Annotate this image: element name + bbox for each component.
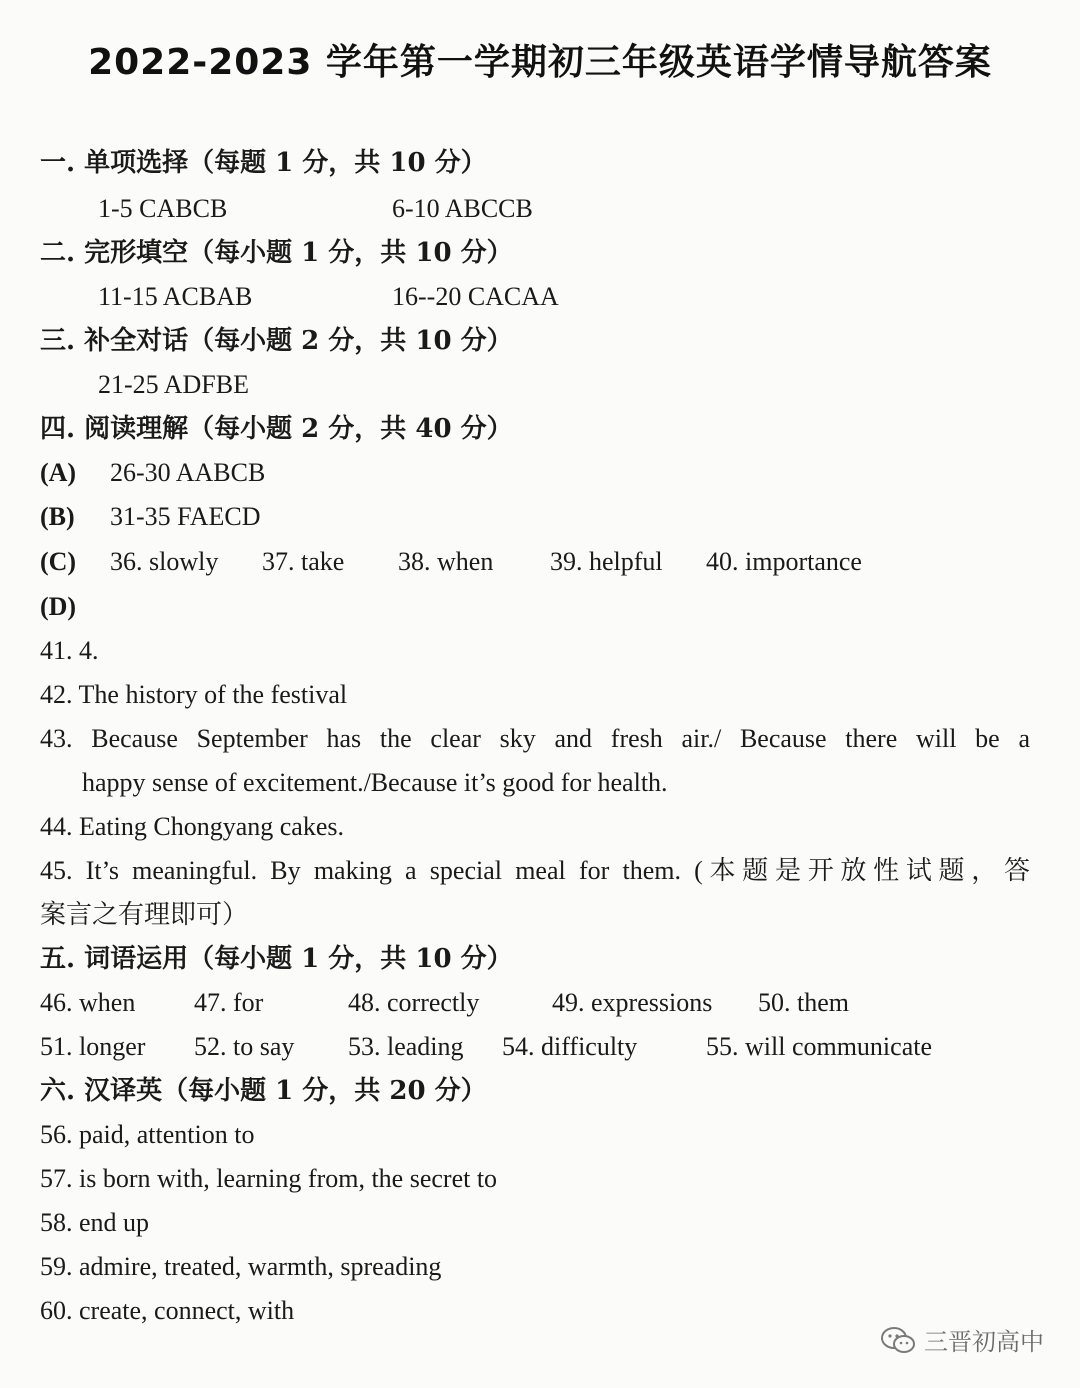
answer-45-line1: 45. It’s meaningful. By making a special meal for them. (本题是开放性试题，答 (40, 856, 1030, 885)
answer-47: 47. for (194, 988, 264, 1017)
answer-55: 55. will communicate (706, 1032, 933, 1061)
answer-39: 39. helpful (550, 547, 663, 576)
answer-45-line2: 案言之有理即可） (40, 900, 249, 929)
answer-52: 52. to say (194, 1032, 295, 1061)
answer-6-10: 6-10 ABCCB (392, 194, 533, 223)
passage-d-tag: (D) (40, 592, 77, 621)
section-3-heading: 三. 补全对话（每小题 2 分，共 10 分） (40, 326, 513, 356)
answer-46: 46. when (40, 988, 136, 1017)
answer-42: 42. The history of the festival (40, 680, 348, 709)
passage-b-line (40, 500, 260, 534)
answer-16-20: 16--20 CACAA (392, 282, 559, 311)
answer-56: 56. paid, attention to (40, 1120, 255, 1149)
section-4-heading: 四. 阅读理解（每小题 2 分，共 40 分） (40, 414, 513, 444)
page-title: 2022-2023 学年第一学期初三年级英语学情导航答案 (88, 42, 992, 83)
answer-51: 51. longer (40, 1032, 146, 1061)
answer-43-line1: 43. Because September has the clear sky and fresh air./ Because there will be a (40, 724, 1030, 753)
section-5-heading: 五. 词语运用（每小题 1 分，共 10 分） (40, 944, 513, 974)
section-6-heading: 六. 汉译英（每小题 1 分，共 20 分） (40, 1076, 487, 1106)
section-2-heading: 二. 完形填空（每小题 1 分，共 10 分） (40, 238, 513, 268)
passage-b-tag: (B) (40, 502, 75, 531)
answer-40: 40. importance (706, 547, 862, 576)
wechat-icon (880, 1326, 916, 1354)
answer-60: 60. create, connect, with (40, 1296, 295, 1325)
passage-a-line (40, 456, 265, 490)
passage-a-answers: 26-30 AABCB (110, 458, 266, 487)
answer-21-25: 21-25 ADFBE (98, 370, 249, 399)
answer-1-5: 1-5 CABCB (98, 194, 228, 223)
section-1-heading: 一. 单项选择（每题 1 分，共 10 分） (40, 148, 487, 178)
answer-48: 48. correctly (348, 988, 480, 1017)
passage-d-line (40, 590, 110, 624)
answer-58: 58. end up (40, 1208, 150, 1237)
answer-36: 36. slowly (110, 547, 219, 576)
answer-57: 57. is born with, learning from, the secret to (40, 1164, 498, 1193)
passage-a-tag: (A) (40, 458, 77, 487)
watermark-text: 三晋初高中 (924, 1328, 1044, 1356)
answer-38: 38. when (398, 547, 494, 576)
passage-b-answers: 31-35 FAECD (110, 502, 261, 531)
answer-53: 53. leading (348, 1032, 464, 1061)
section-5-row-1 (40, 986, 1040, 1020)
answer-11-15: 11-15 ACBAB (98, 282, 253, 311)
passage-c-line (40, 545, 1040, 579)
answer-54: 54. difficulty (502, 1032, 638, 1061)
answer-50: 50. them (758, 988, 849, 1017)
watermark (880, 1322, 1044, 1357)
passage-c-tag: (C) (40, 547, 77, 576)
answer-37: 37. take (262, 547, 345, 576)
answer-44: 44. Eating Chongyang cakes. (40, 812, 344, 841)
section-5-row-2 (40, 1030, 1040, 1064)
answer-59: 59. admire, treated, warmth, spreading (40, 1252, 442, 1281)
answer-49: 49. expressions (552, 988, 713, 1017)
answer-43-line2: happy sense of excitement./Because it’s good for health. (82, 768, 668, 797)
answer-41: 41. 4. (40, 636, 99, 665)
